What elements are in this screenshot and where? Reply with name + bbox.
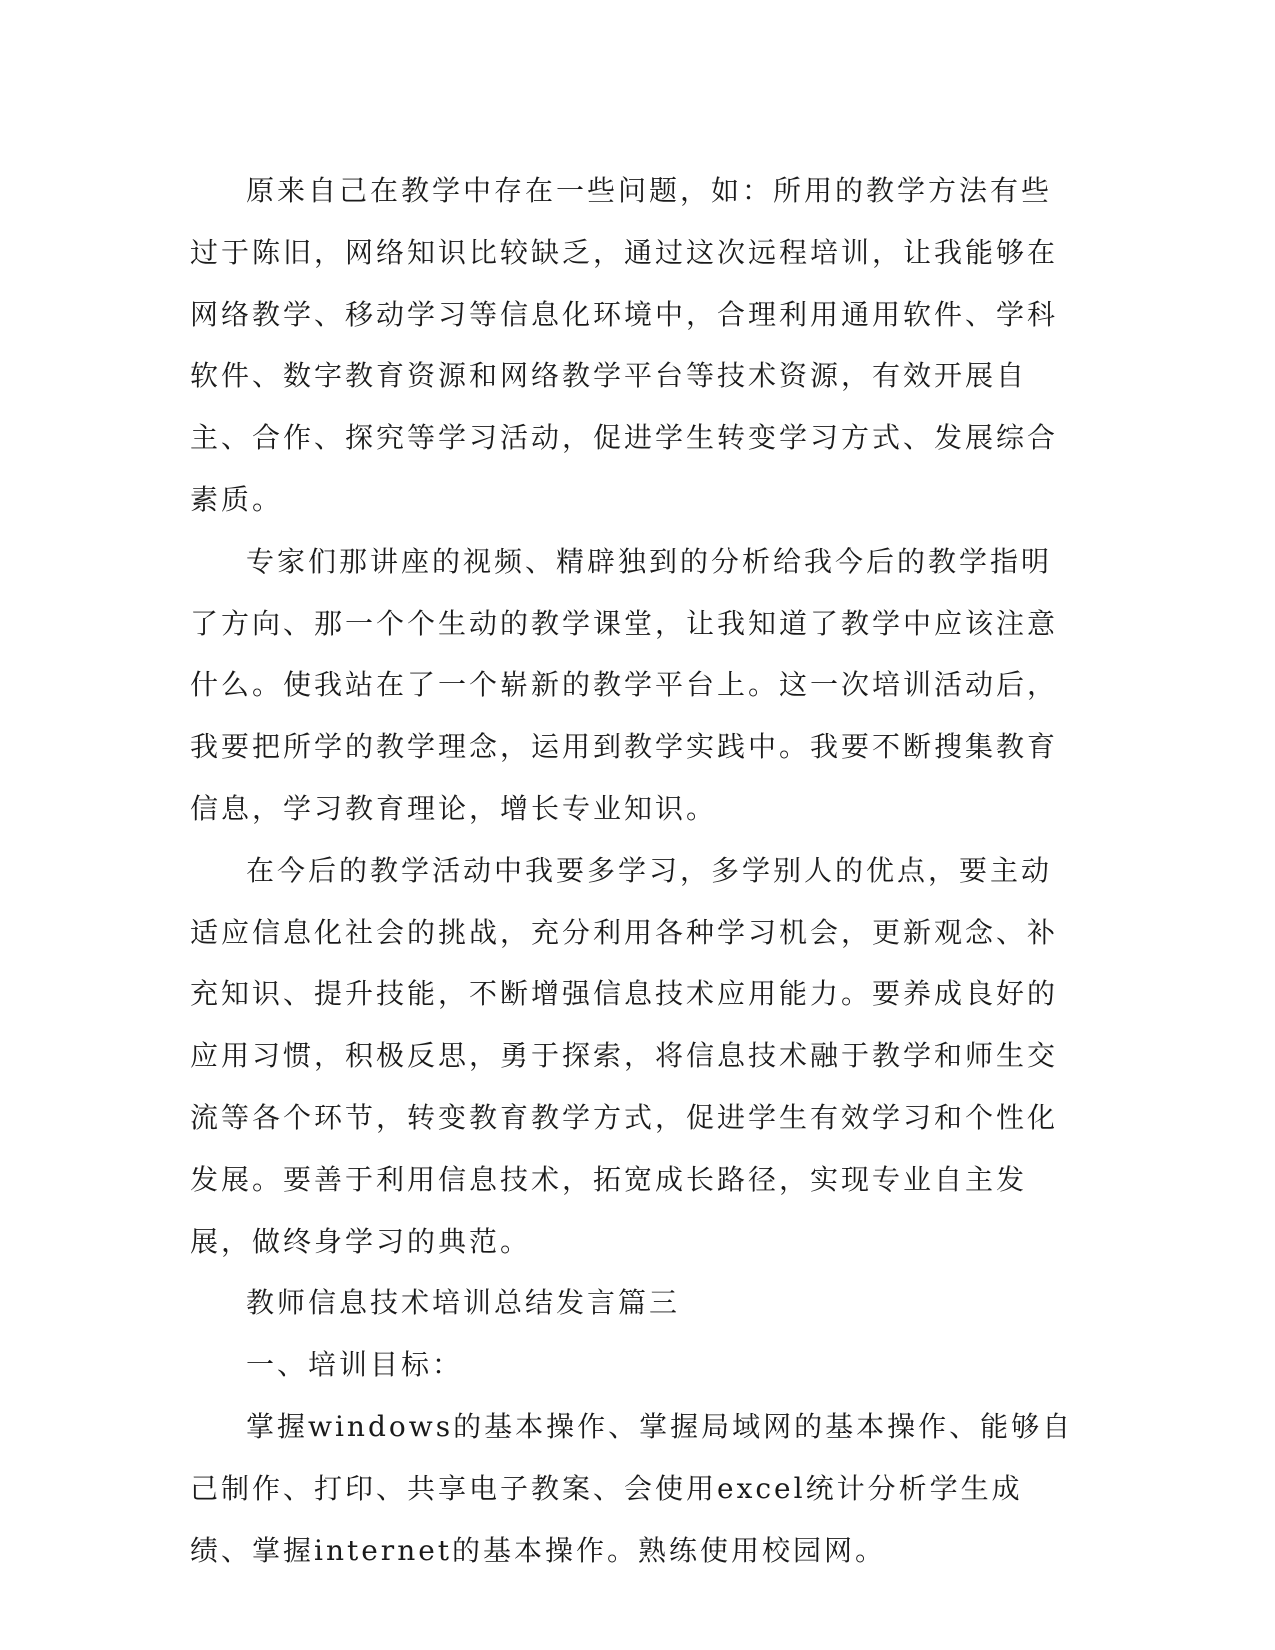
section-title: 教师信息技术培训总结发言篇三 (246, 1286, 681, 1320)
subheading-training-goals: 一、培训目标： (246, 1348, 464, 1382)
paragraph-2: 专家们那讲座的视频、精辟独到的分析给我今后的教学指明了方向、那一个个生动的教学课堂，让我知道了教学中应该注意什么。使我站在了一个崭新的教学平台上。这一次培训活动后，我要把所学的教学理念，运用到教学实践中。我要不断搜集教育信息，学习教育理论，增长专业知识。 (190, 544, 1059, 825)
document-body (190, 160, 1080, 1581)
paragraph-3: 在今后的教学活动中我要多学习，多学别人的优点，要主动适应信息化社会的挑战，充分利用各种学习机会，更新观念、补充知识、提升技能，不断增强信息技术应用能力。要养成良好的应用习惯，积极反思，勇于探索，将信息技术融于教学和师生交流等各个环节，转变教育教学方式，促进学生有效学习和个性化发展。要善于利用信息技术，拓宽成长路径，实现专业自主发展，做终身学习的典范。 (190, 853, 1059, 1258)
paragraph-training-goals: 掌握windows的基本操作、掌握局域网的基本操作、能够自己制作、打印、共享电子教案、会使用excel统计分析学生成绩、掌握internet的基本操作。熟练使用校园网。 (190, 1409, 1074, 1567)
paragraph-1: 原来自己在教学中存在一些问题，如：所用的教学方法有些过于陈旧，网络知识比较缺乏，通过这次远程培训，让我能够在网络教学、移动学习等信息化环境中，合理利用通用软件、学科软件、数字教育资源和网络教学平台等技术资源，有效开展自主、合作、探究等学习活动，促进学生转变学习方式、发展综合素质。 (190, 174, 1059, 516)
